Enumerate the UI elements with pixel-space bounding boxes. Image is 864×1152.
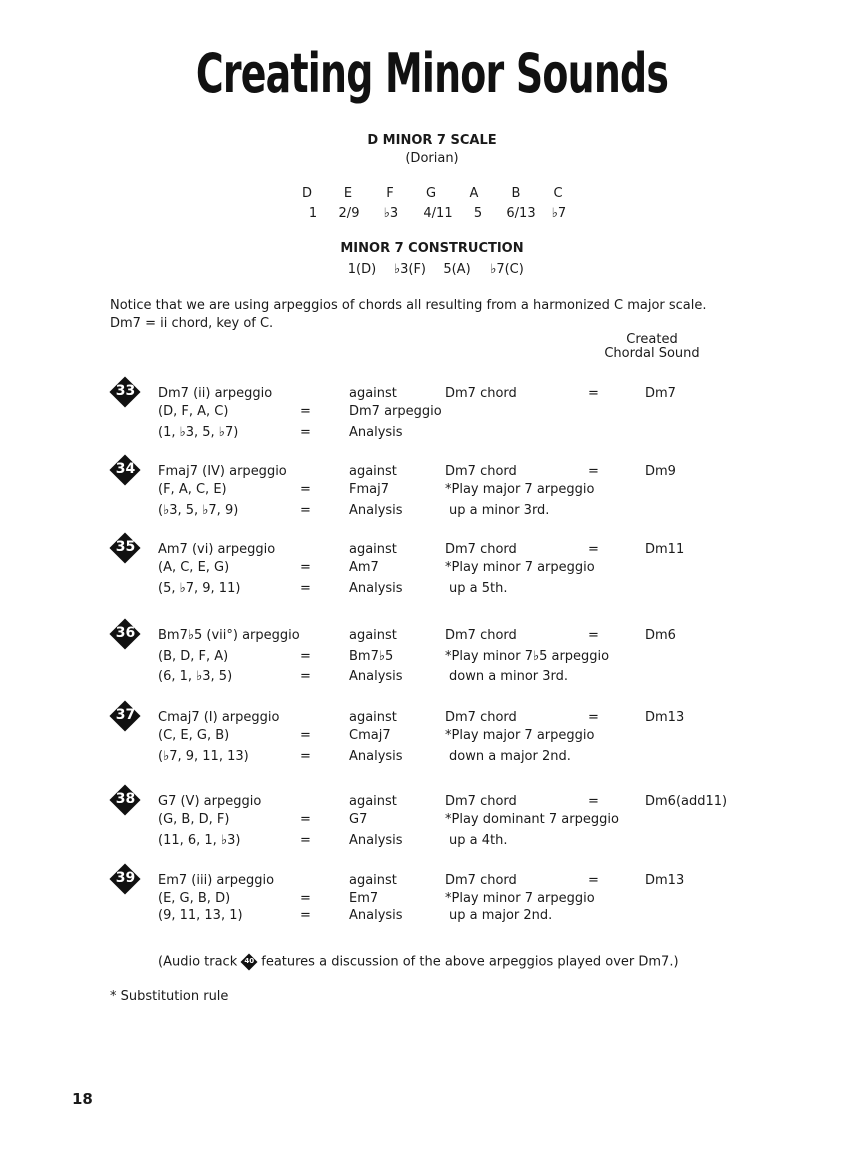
analysis-label: Analysis xyxy=(349,581,403,596)
equals-sign: = xyxy=(300,581,311,596)
construction-item: ♭7(C) xyxy=(490,262,524,277)
page-title: Creating Minor Sounds xyxy=(195,42,669,105)
equals-sign: = xyxy=(300,404,311,419)
equals-sign: = xyxy=(300,749,311,764)
chord-label: Dm7 chord xyxy=(445,628,517,643)
equals-sign: = xyxy=(300,669,311,684)
created-sound: Dm11 xyxy=(645,542,685,557)
created-sound: Dm6 xyxy=(645,628,676,643)
audio-note-suffix: features a discussion of the above arpeggios played over Dm7.) xyxy=(261,954,679,970)
scale-degree: 6/13 xyxy=(506,206,536,221)
analysis-values: (11, 6, 1, ♭3) xyxy=(158,833,241,848)
created-sound: Dm7 xyxy=(645,386,676,401)
arpeggio-entry xyxy=(0,870,864,933)
construction-row xyxy=(0,262,864,280)
against-label: against xyxy=(349,628,397,643)
arpeggio-notes: (D, F, A, C) xyxy=(158,404,229,419)
equals-sign: = xyxy=(300,728,311,743)
scale-subheading: (Dorian) xyxy=(405,151,459,166)
scale-note: E xyxy=(343,186,353,201)
arpeggio-label: Cmaj7 (I) arpeggio xyxy=(158,710,280,725)
equals-sign: = xyxy=(588,628,599,643)
created-sound: Dm6(add11) xyxy=(645,794,728,809)
equals-sign: = xyxy=(300,833,311,848)
scale-note: G xyxy=(425,186,437,201)
scale-degrees-row xyxy=(0,206,864,224)
column-header-line: Chordal Sound xyxy=(604,346,700,361)
audio-track-badge[interactable]: 39 xyxy=(110,864,142,896)
equals-sign: = xyxy=(300,891,311,906)
created-sound: Dm13 xyxy=(645,873,685,888)
arpeggio-name: Em7 xyxy=(349,891,379,906)
arpeggio-name: G7 xyxy=(349,812,368,827)
analysis-values: (6, 1, ♭3, 5) xyxy=(158,669,233,684)
substitution-tip: *Play major 7 arpeggio xyxy=(445,482,595,497)
intro-text: Notice that we are using arpeggios of chords all resulting from a harmonized C major scale. xyxy=(110,298,707,313)
equals-sign: = xyxy=(300,425,311,440)
against-label: against xyxy=(349,873,397,888)
equals-sign: = xyxy=(300,908,311,923)
scale-degree: 4/11 xyxy=(423,206,453,221)
arpeggio-label: Bm7♭5 (vii°) arpeggio xyxy=(158,628,300,643)
equals-sign: = xyxy=(300,812,311,827)
against-label: against xyxy=(349,710,397,725)
substitution-tip-interval: up a major 2nd. xyxy=(449,908,553,923)
equals-sign: = xyxy=(300,560,311,575)
arpeggio-name: Am7 xyxy=(349,560,379,575)
chord-label: Dm7 chord xyxy=(445,542,517,557)
scale-note: C xyxy=(553,186,563,201)
audio-track-badge[interactable]: 34 xyxy=(110,455,142,487)
arpeggio-name: Bm7♭5 xyxy=(349,649,394,664)
analysis-values: (5, ♭7, 9, 11) xyxy=(158,581,241,596)
arpeggio-entry xyxy=(0,539,864,602)
scale-note: F xyxy=(386,186,394,201)
construction-item: 1(D) xyxy=(347,262,377,277)
analysis-label: Analysis xyxy=(349,908,403,923)
equals-sign: = xyxy=(588,710,599,725)
arpeggio-label: Am7 (vi) arpeggio xyxy=(158,542,276,557)
construction-item: ♭3(F) xyxy=(393,262,427,277)
audio-track-badge[interactable]: 36 xyxy=(110,619,142,651)
arpeggio-name: Dm7 arpeggio xyxy=(349,404,442,419)
audio-track-badge[interactable]: 38 xyxy=(110,785,142,817)
chord-label: Dm7 chord xyxy=(445,386,517,401)
substitution-tip-interval: down a major 2nd. xyxy=(449,749,571,764)
arpeggio-notes: (C, E, G, B) xyxy=(158,728,230,743)
against-label: against xyxy=(349,386,397,401)
equals-sign: = xyxy=(300,503,311,518)
equals-sign: = xyxy=(588,794,599,809)
construction-item: 5(A) xyxy=(443,262,471,277)
arpeggio-entry xyxy=(0,461,864,524)
analysis-values: (♭3, 5, ♭7, 9) xyxy=(158,503,239,518)
arpeggio-label: Fmaj7 (IV) arpeggio xyxy=(158,464,287,479)
analysis-label: Analysis xyxy=(349,503,403,518)
against-label: against xyxy=(349,464,397,479)
substitution-tip-interval: up a minor 3rd. xyxy=(449,503,550,518)
column-header-line: Created xyxy=(626,332,678,347)
equals-sign: = xyxy=(588,873,599,888)
audio-track-note xyxy=(158,954,679,970)
arpeggio-label: Dm7 (ii) arpeggio xyxy=(158,386,273,401)
intro-text-key: Dm7 = ii chord, key of C. xyxy=(110,316,274,331)
scale-notes-row xyxy=(0,186,864,204)
arpeggio-notes: (A, C, E, G) xyxy=(158,560,230,575)
arpeggio-notes: (F, A, C, E) xyxy=(158,482,227,497)
created-sound: Dm9 xyxy=(645,464,676,479)
substitution-tip: *Play dominant 7 arpeggio xyxy=(445,812,619,827)
equals-sign: = xyxy=(588,386,599,401)
equals-sign: = xyxy=(588,464,599,479)
arpeggio-label: Em7 (iii) arpeggio xyxy=(158,873,275,888)
footnote: * Substitution rule xyxy=(110,989,229,1004)
scale-degree: ♭7 xyxy=(551,206,567,221)
analysis-values: (♭7, 9, 11, 13) xyxy=(158,749,249,764)
substitution-tip-interval: down a minor 3rd. xyxy=(449,669,569,684)
scale-degree: ♭3 xyxy=(383,206,399,221)
substitution-tip: *Play minor 7 arpeggio xyxy=(445,891,595,906)
scale-note: B xyxy=(511,186,521,201)
equals-sign: = xyxy=(588,542,599,557)
construction-heading: MINOR 7 CONSTRUCTION xyxy=(340,241,524,256)
audio-track-badge-small[interactable]: 40 xyxy=(240,954,258,970)
analysis-label: Analysis xyxy=(349,833,403,848)
substitution-tip: *Play minor 7 arpeggio xyxy=(445,560,595,575)
analysis-values: (9, 11, 13, 1) xyxy=(158,908,243,923)
equals-sign: = xyxy=(300,649,311,664)
against-label: against xyxy=(349,542,397,557)
substitution-tip-interval: up a 5th. xyxy=(449,581,508,596)
scale-note: D xyxy=(301,186,313,201)
analysis-label: Analysis xyxy=(349,669,403,684)
arpeggio-name: Cmaj7 xyxy=(349,728,391,743)
scale-note: A xyxy=(469,186,479,201)
analysis-values: (1, ♭3, 5, ♭7) xyxy=(158,425,239,440)
scale-degree: 1 xyxy=(308,206,318,221)
scale-degree: 2/9 xyxy=(338,206,360,221)
arpeggio-notes: (G, B, D, F) xyxy=(158,812,230,827)
arpeggio-notes: (B, D, F, A) xyxy=(158,649,229,664)
equals-sign: = xyxy=(300,482,311,497)
substitution-tip-interval: up a 4th. xyxy=(449,833,508,848)
chord-label: Dm7 chord xyxy=(445,464,517,479)
against-label: against xyxy=(349,794,397,809)
arpeggio-entry xyxy=(0,791,864,854)
arpeggio-entry xyxy=(0,707,864,770)
chord-label: Dm7 chord xyxy=(445,710,517,725)
arpeggio-name: Fmaj7 xyxy=(349,482,389,497)
audio-track-badge[interactable]: 33 xyxy=(110,377,142,409)
chord-label: Dm7 chord xyxy=(445,794,517,809)
analysis-label: Analysis xyxy=(349,749,403,764)
audio-track-badge[interactable]: 37 xyxy=(110,701,142,733)
scale-degree: 5 xyxy=(473,206,483,221)
page-number: 18 xyxy=(72,1090,93,1108)
arpeggio-label: G7 (V) arpeggio xyxy=(158,794,262,809)
arpeggio-notes: (E, G, B, D) xyxy=(158,891,231,906)
substitution-tip: *Play minor 7♭5 arpeggio xyxy=(445,649,610,664)
arpeggio-entry xyxy=(0,383,864,446)
audio-note-prefix: (Audio track xyxy=(158,954,238,970)
chord-label: Dm7 chord xyxy=(445,873,517,888)
substitution-tip: *Play major 7 arpeggio xyxy=(445,728,595,743)
audio-track-badge[interactable]: 35 xyxy=(110,533,142,565)
created-sound: Dm13 xyxy=(645,710,685,725)
analysis-label: Analysis xyxy=(349,425,403,440)
scale-heading: D MINOR 7 SCALE xyxy=(367,133,497,148)
column-header-created-sound xyxy=(600,333,704,361)
arpeggio-entry xyxy=(0,625,864,688)
